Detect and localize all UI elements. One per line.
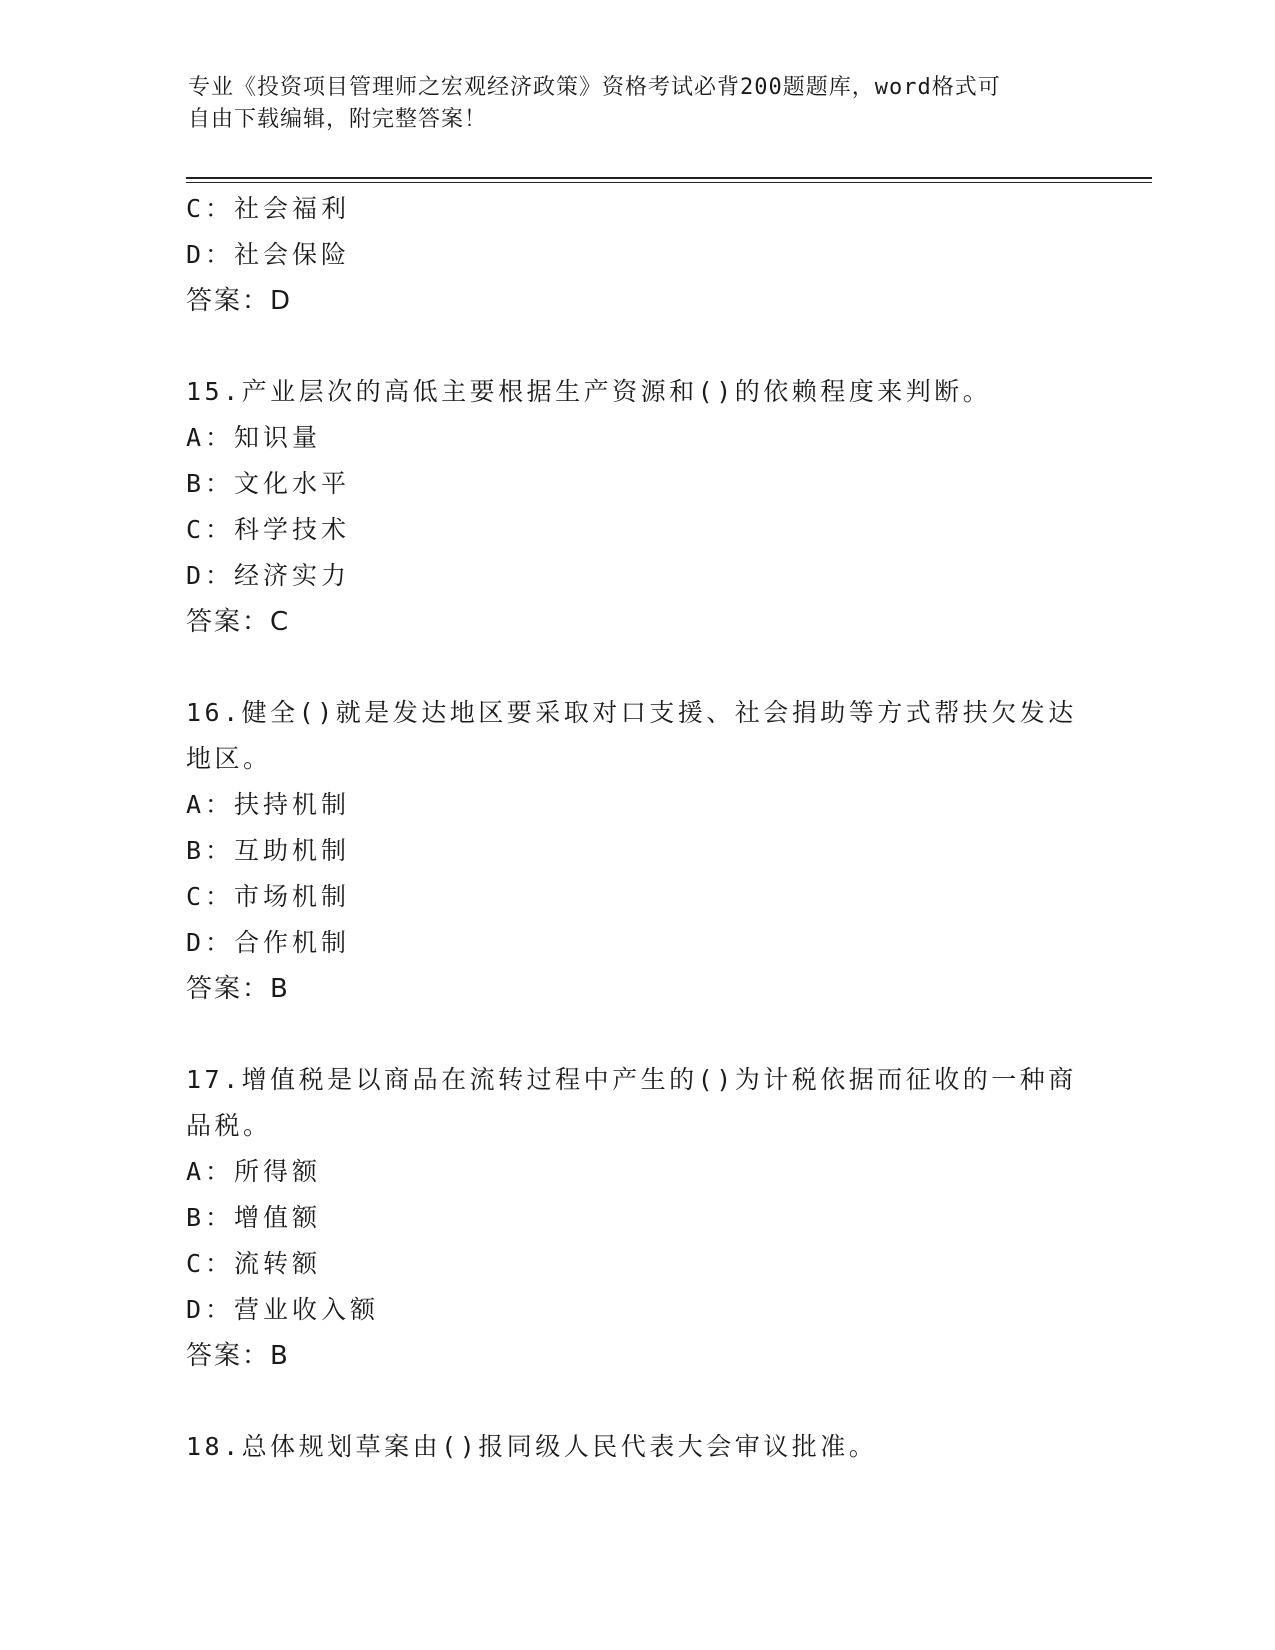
option-c: C：流转额 (186, 1249, 322, 1278)
option-c: C：社会福利 (186, 194, 351, 223)
option-d: D：合作机制 (186, 928, 351, 957)
option-a: A：知识量 (186, 423, 322, 452)
option-b: B：文化水平 (186, 469, 351, 498)
option-a: A：所得额 (186, 1157, 322, 1186)
option-c: C：市场机制 (186, 882, 351, 911)
question-text-line1: 17.增值税是以商品在流转过程中产生的()为计税依据而征收的一种商 (186, 1065, 1077, 1094)
document-header (188, 72, 1068, 136)
option-d: D：社会保险 (186, 240, 351, 269)
question-block-18 (186, 1424, 1086, 1470)
header-title-line1: 专业《投资项目管理师之宏观经济政策》资格考试必背200题题库，word格式可 (188, 75, 1001, 100)
question-block-15 (186, 369, 1086, 645)
question-text: 15.产业层次的高低主要根据生产资源和()的依赖程度来判断。 (186, 377, 992, 406)
question-block-16 (186, 690, 1086, 1012)
option-d: D：营业收入额 (186, 1295, 380, 1324)
spacer (186, 1012, 1086, 1057)
option-c: C：科学技术 (186, 515, 351, 544)
option-b: B：互助机制 (186, 836, 351, 865)
option-b: B：增值额 (186, 1203, 322, 1232)
question-block-17 (186, 1057, 1086, 1379)
question-list (186, 186, 1086, 1470)
question-text-line1: 16.健全()就是发达地区要采取对口支援、社会捐助等方式帮扶欠发达 (186, 698, 1077, 727)
spacer (186, 645, 1086, 690)
answer-line: 答案：C (186, 607, 291, 637)
spacer (186, 1379, 1086, 1424)
header-title-line2: 自由下载编辑，附完整答案！ (188, 107, 488, 132)
header-divider-thin (186, 182, 1152, 183)
answer-line: 答案：B (186, 974, 290, 1004)
answer-line: 答案：B (186, 1341, 290, 1371)
question-text-line2: 地区。 (186, 744, 272, 773)
question-text-line2: 品税。 (186, 1111, 272, 1140)
question-text: 18.总体规划草案由()报同级人民代表大会审议批准。 (186, 1432, 878, 1461)
option-d: D：经济实力 (186, 561, 351, 590)
answer-line: 答案：D (186, 286, 293, 316)
header-divider-thick (186, 177, 1152, 179)
option-a: A：扶持机制 (186, 790, 351, 819)
question-block-14 (186, 186, 1086, 324)
spacer (186, 324, 1086, 369)
